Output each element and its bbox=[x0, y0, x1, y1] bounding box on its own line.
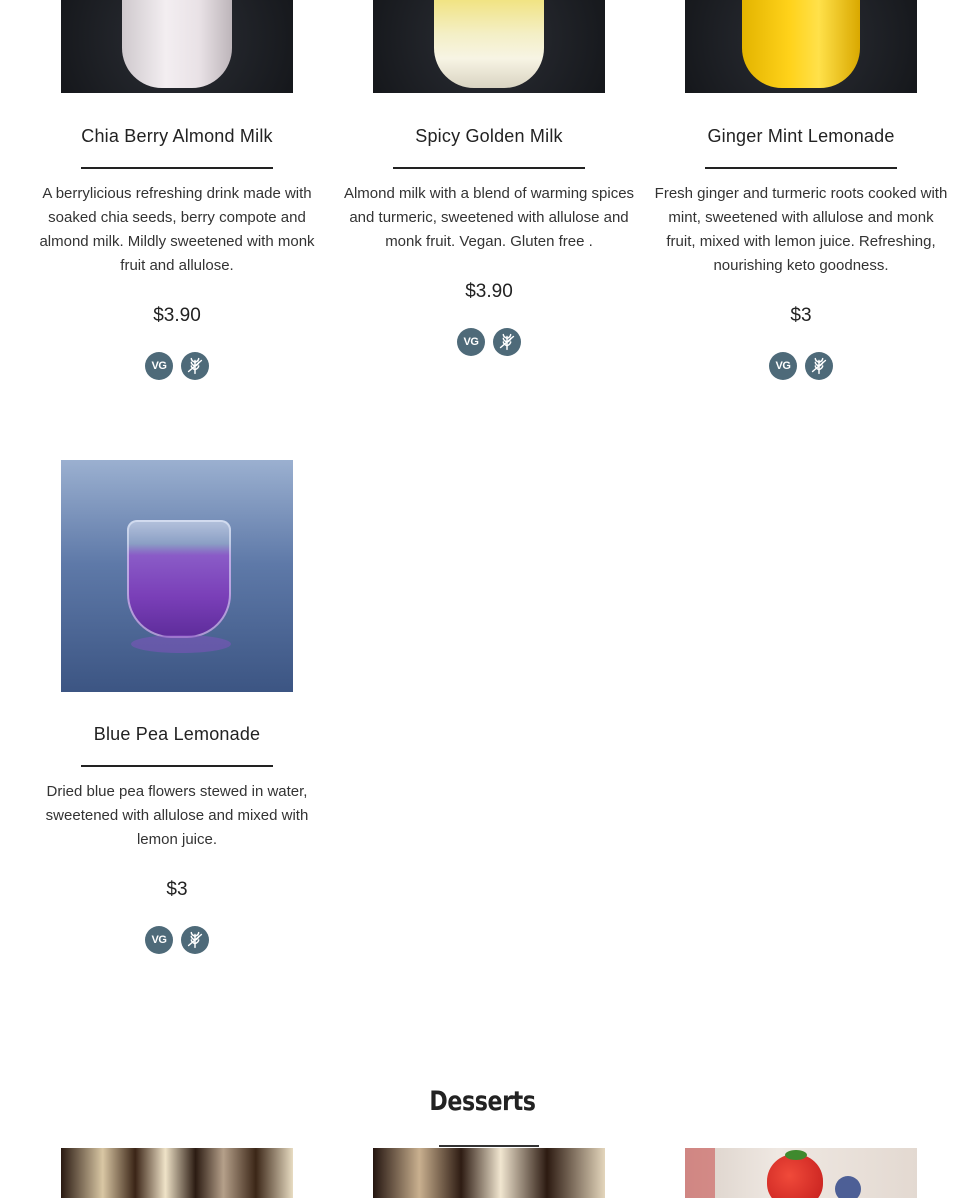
item-description: A berrylicious refreshing drink made with soaked chia seeds, berry compote and almond milk. Mildly sweetened with monk fruit and allulose. bbox=[39, 185, 315, 274]
dietary-badges bbox=[645, 352, 957, 380]
vegan-badge: VG bbox=[769, 352, 797, 380]
vegan-badge: VG bbox=[145, 352, 173, 380]
spicy-golden-milk-photo[interactable] bbox=[373, 0, 605, 93]
dietary-badges bbox=[21, 352, 333, 380]
blue-pea-lemonade-photo[interactable] bbox=[61, 460, 293, 692]
ginger-mint-lemonade-photo[interactable] bbox=[685, 0, 917, 93]
gluten-free-icon bbox=[805, 352, 833, 380]
menu-item-blue-pea-lemonade[interactable] bbox=[21, 460, 333, 954]
item-price: $3 bbox=[166, 879, 188, 900]
dessert-photo-2[interactable] bbox=[373, 1148, 605, 1198]
menu-item-spicy-golden-milk[interactable] bbox=[333, 0, 645, 356]
item-divider bbox=[705, 167, 897, 169]
item-name: Blue Pea Lemonade bbox=[93, 724, 261, 744]
menu-item-ginger-mint-lemonade[interactable] bbox=[645, 0, 957, 380]
item-divider bbox=[393, 167, 585, 169]
dessert-photo-1[interactable] bbox=[61, 1148, 293, 1198]
desserts-section-divider bbox=[439, 1145, 539, 1147]
item-price: $3.90 bbox=[153, 305, 201, 326]
dietary-badges bbox=[21, 926, 333, 954]
dessert-photo-3[interactable] bbox=[685, 1148, 917, 1198]
chia-berry-almond-milk-photo[interactable] bbox=[61, 0, 293, 93]
item-name: Ginger Mint Lemonade bbox=[707, 126, 895, 146]
item-description: Dried blue pea flowers stewed in water, sweetened with allulose and mixed with lemon juice. bbox=[45, 783, 309, 848]
dietary-badges bbox=[333, 328, 645, 356]
item-name: Chia Berry Almond Milk bbox=[81, 126, 273, 146]
menu-item-chia-berry-almond-milk[interactable] bbox=[21, 0, 333, 380]
vegan-badge: VG bbox=[145, 926, 173, 954]
gluten-free-icon bbox=[181, 352, 209, 380]
item-divider bbox=[81, 167, 273, 169]
gluten-free-icon bbox=[493, 328, 521, 356]
gluten-free-icon bbox=[181, 926, 209, 954]
item-divider bbox=[81, 765, 273, 767]
item-price: $3.90 bbox=[465, 281, 513, 302]
item-name: Spicy Golden Milk bbox=[415, 126, 563, 146]
vegan-badge: VG bbox=[457, 328, 485, 356]
item-description: Almond milk with a blend of warming spices and turmeric, sweetened with allulose and monk fruit. Vegan. Gluten free . bbox=[343, 185, 635, 250]
item-price: $3 bbox=[790, 305, 812, 326]
item-description: Fresh ginger and turmeric roots cooked with mint, sweetened with allulose and monk fruit, mixed with lemon juice. Refreshing, nourishing keto goodness. bbox=[654, 185, 948, 274]
desserts-section-title: Desserts bbox=[429, 1086, 536, 1117]
